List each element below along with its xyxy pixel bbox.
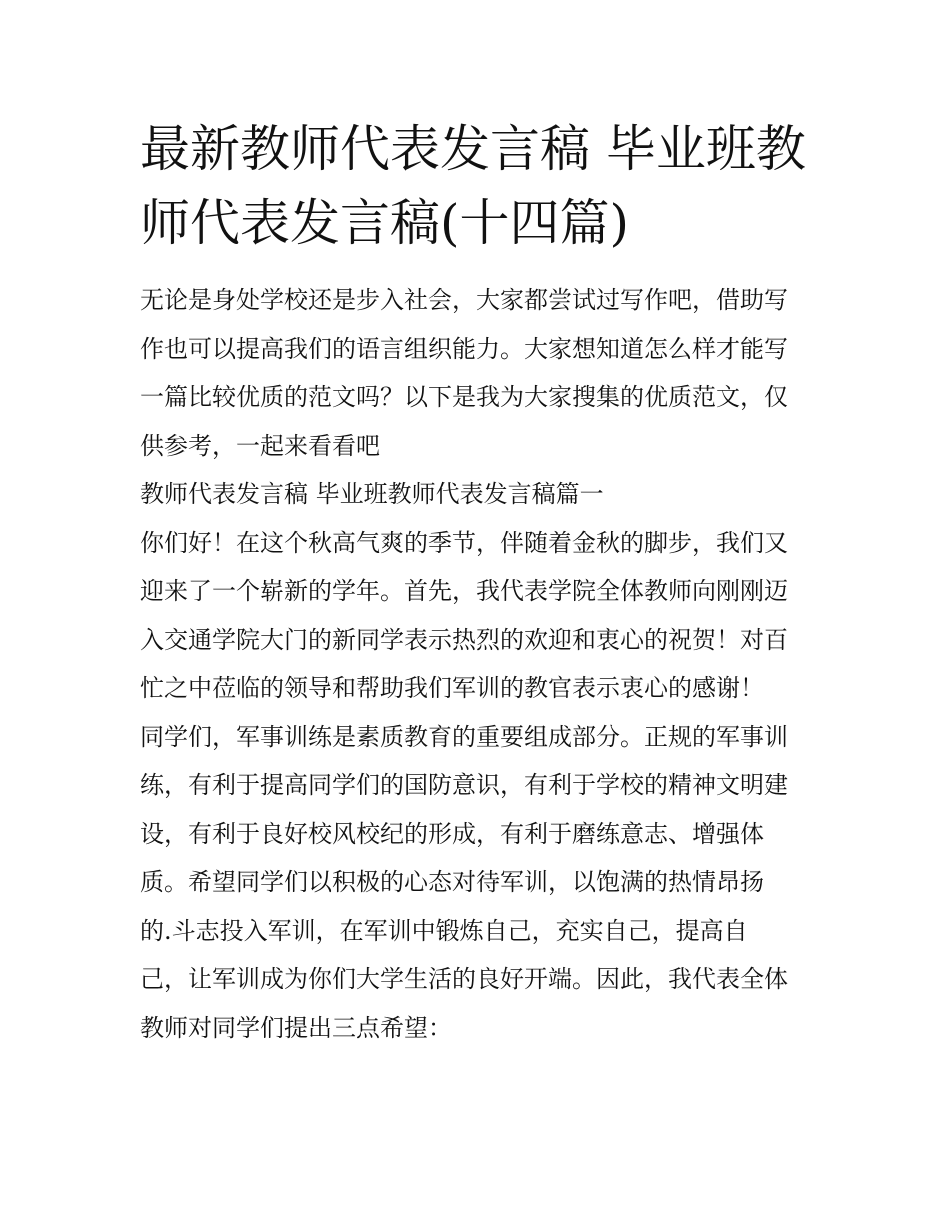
body-paragraph-line: 同学们，军事训练是素质教育的重要组成部分。正规的军事训 <box>140 722 788 751</box>
body-paragraph-line: 忙之中莅临的领导和帮助我们军训的教官表示衷心的感谢！ <box>140 674 764 702</box>
body-paragraph-line: 的.斗志投入军训，在军训中锻炼自己，充实自己，提高自 <box>140 916 748 945</box>
body-paragraph-line: 迎来了一个崭新的学年。首先，我代表学院全体教师向刚刚迈 <box>140 577 788 605</box>
body-paragraph-line: 你们好！在这个秋高气爽的季节，伴随着金秋的脚步，我们又 <box>140 528 788 557</box>
document-title <box>140 112 830 260</box>
body-paragraph-line: 入交通学院大门的新同学表示热烈的欢迎和衷心的祝贺！对百 <box>140 625 788 654</box>
intro-paragraph-line: 供参考，一起来看看吧 <box>140 431 380 460</box>
body-paragraph-line: 己，让军训成为你们大学生活的良好开端。因此，我代表全体 <box>140 965 788 993</box>
intro-paragraph-line: 作也可以提高我们的语言组织能力。大家想知道怎么样才能写 <box>140 334 788 363</box>
title-line: 师代表发言稿(十四篇) <box>140 194 630 252</box>
body-paragraph-line: 质。希望同学们以积极的心态对待军训，以饱满的热情昂扬 <box>140 868 764 896</box>
body-paragraph-line: 设，有利于良好校风校纪的形成，有利于磨练意志、增强体 <box>140 819 764 848</box>
body-paragraph-line: 练，有利于提高同学们的国防意识，有利于学校的精神文明建 <box>140 771 788 799</box>
intro-paragraph-line: 一篇比较优质的范文吗？以下是我为大家搜集的优质范文，仅 <box>140 383 788 411</box>
body-paragraph-line: 教师对同学们提出三点希望： <box>140 1013 452 1042</box>
title-line: 最新教师代表发言稿 毕业班教 <box>140 120 806 178</box>
intro-paragraph-line: 无论是身处学校还是步入社会，大家都尝试过写作吧，借助写 <box>140 286 788 314</box>
document-body <box>140 276 820 1052</box>
section-heading: 教师代表发言稿 毕业班教师代表发言稿篇一 <box>140 480 604 508</box>
